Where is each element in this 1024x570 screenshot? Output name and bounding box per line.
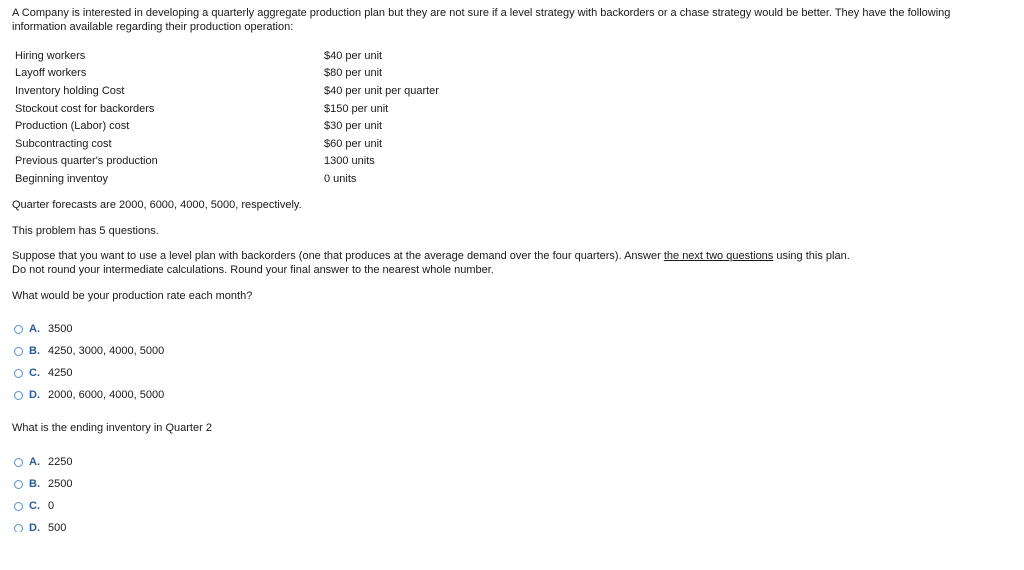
radio-button-icon[interactable] <box>14 391 23 400</box>
question1-prompt: What would be your production rate each month? <box>12 290 253 302</box>
cost-row <box>15 65 439 83</box>
cost-value: $80 per unit <box>324 67 383 80</box>
radio-button-icon[interactable] <box>14 458 23 467</box>
instructions-line <box>12 249 850 263</box>
question1-option-b[interactable] <box>14 344 164 358</box>
cost-value: $40 per unit <box>324 49 383 62</box>
cost-label: Production (Labor) cost <box>15 120 130 133</box>
cost-label: Subcontracting cost <box>15 137 112 150</box>
cost-row <box>15 100 439 118</box>
radio-button-icon[interactable] <box>14 524 23 533</box>
question1-option-d[interactable] <box>14 388 164 402</box>
question2-option-b[interactable] <box>14 477 72 491</box>
option-letter: B. <box>29 478 40 490</box>
instructions-before-link: Suppose that you want to use a level plan with backorders (one that produces at the average demand over the four quarters). Answer <box>12 250 664 262</box>
option-letter: B. <box>29 345 40 357</box>
question2-option-a[interactable] <box>14 455 72 469</box>
option-text: 4250, 3000, 4000, 5000 <box>48 345 165 357</box>
option-letter: D. <box>29 522 40 532</box>
question2-prompt: What is the ending inventory in Quarter 2 <box>12 422 212 434</box>
question1-option-a[interactable] <box>14 322 72 336</box>
radio-button-icon[interactable] <box>14 369 23 378</box>
rounding-instructions: Do not round your intermediate calculations. Round your final answer to the nearest whole number. <box>12 264 494 276</box>
problem-count-text: This problem has 5 questions. <box>12 225 159 237</box>
option-text: 2500 <box>48 478 73 490</box>
cost-row <box>15 47 439 65</box>
cost-row <box>15 170 439 188</box>
radio-button-icon[interactable] <box>14 325 23 334</box>
cost-label: Beginning inventoy <box>15 172 108 185</box>
question2-option-c[interactable] <box>14 499 54 513</box>
cost-value: 0 units <box>324 172 357 185</box>
cost-table <box>15 47 439 188</box>
option-letter: D. <box>29 389 40 401</box>
cost-label: Layoff workers <box>15 67 87 80</box>
cost-value: $40 per unit per quarter <box>324 84 439 97</box>
option-text: 500 <box>48 522 67 532</box>
cost-label: Inventory holding Cost <box>15 84 125 97</box>
option-letter: A. <box>29 323 40 335</box>
option-text: 2250 <box>48 456 73 468</box>
option-text: 0 <box>48 500 55 512</box>
option-letter: C. <box>29 367 40 379</box>
option-text: 4250 <box>48 367 73 379</box>
next-two-questions-link[interactable]: the next two questions <box>663 250 774 262</box>
cost-row <box>15 82 439 100</box>
option-letter: C. <box>29 500 40 512</box>
cost-label: Previous quarter's production <box>15 155 158 168</box>
radio-button-icon[interactable] <box>14 502 23 511</box>
option-text: 3500 <box>48 323 73 335</box>
cost-label: Hiring workers <box>15 49 86 62</box>
intro-text: A Company is interested in developing a quarterly aggregate production plan but they are not sure if a level strategy with backorders or a chase strategy would be better. They have the following information available regarding their production operation: <box>12 7 951 33</box>
cost-row <box>15 153 439 171</box>
cost-value: $60 per unit <box>324 137 383 150</box>
cost-value: $30 per unit <box>324 120 383 133</box>
radio-button-icon[interactable] <box>14 480 23 489</box>
cost-value: $150 per unit <box>324 102 389 115</box>
cost-row <box>15 135 439 153</box>
forecasts-text: Quarter forecasts are 2000, 6000, 4000, 5000, respectively. <box>12 199 302 211</box>
question2-option-d[interactable] <box>14 521 66 532</box>
question1-option-c[interactable] <box>14 366 72 380</box>
cost-value: 1300 units <box>324 155 375 168</box>
cost-label: Stockout cost for backorders <box>15 102 155 115</box>
cost-row <box>15 117 439 135</box>
instructions-after-link: using this plan. <box>773 250 850 262</box>
option-letter: A. <box>29 456 40 468</box>
option-text: 2000, 6000, 4000, 5000 <box>48 389 165 401</box>
radio-button-icon[interactable] <box>14 347 23 356</box>
